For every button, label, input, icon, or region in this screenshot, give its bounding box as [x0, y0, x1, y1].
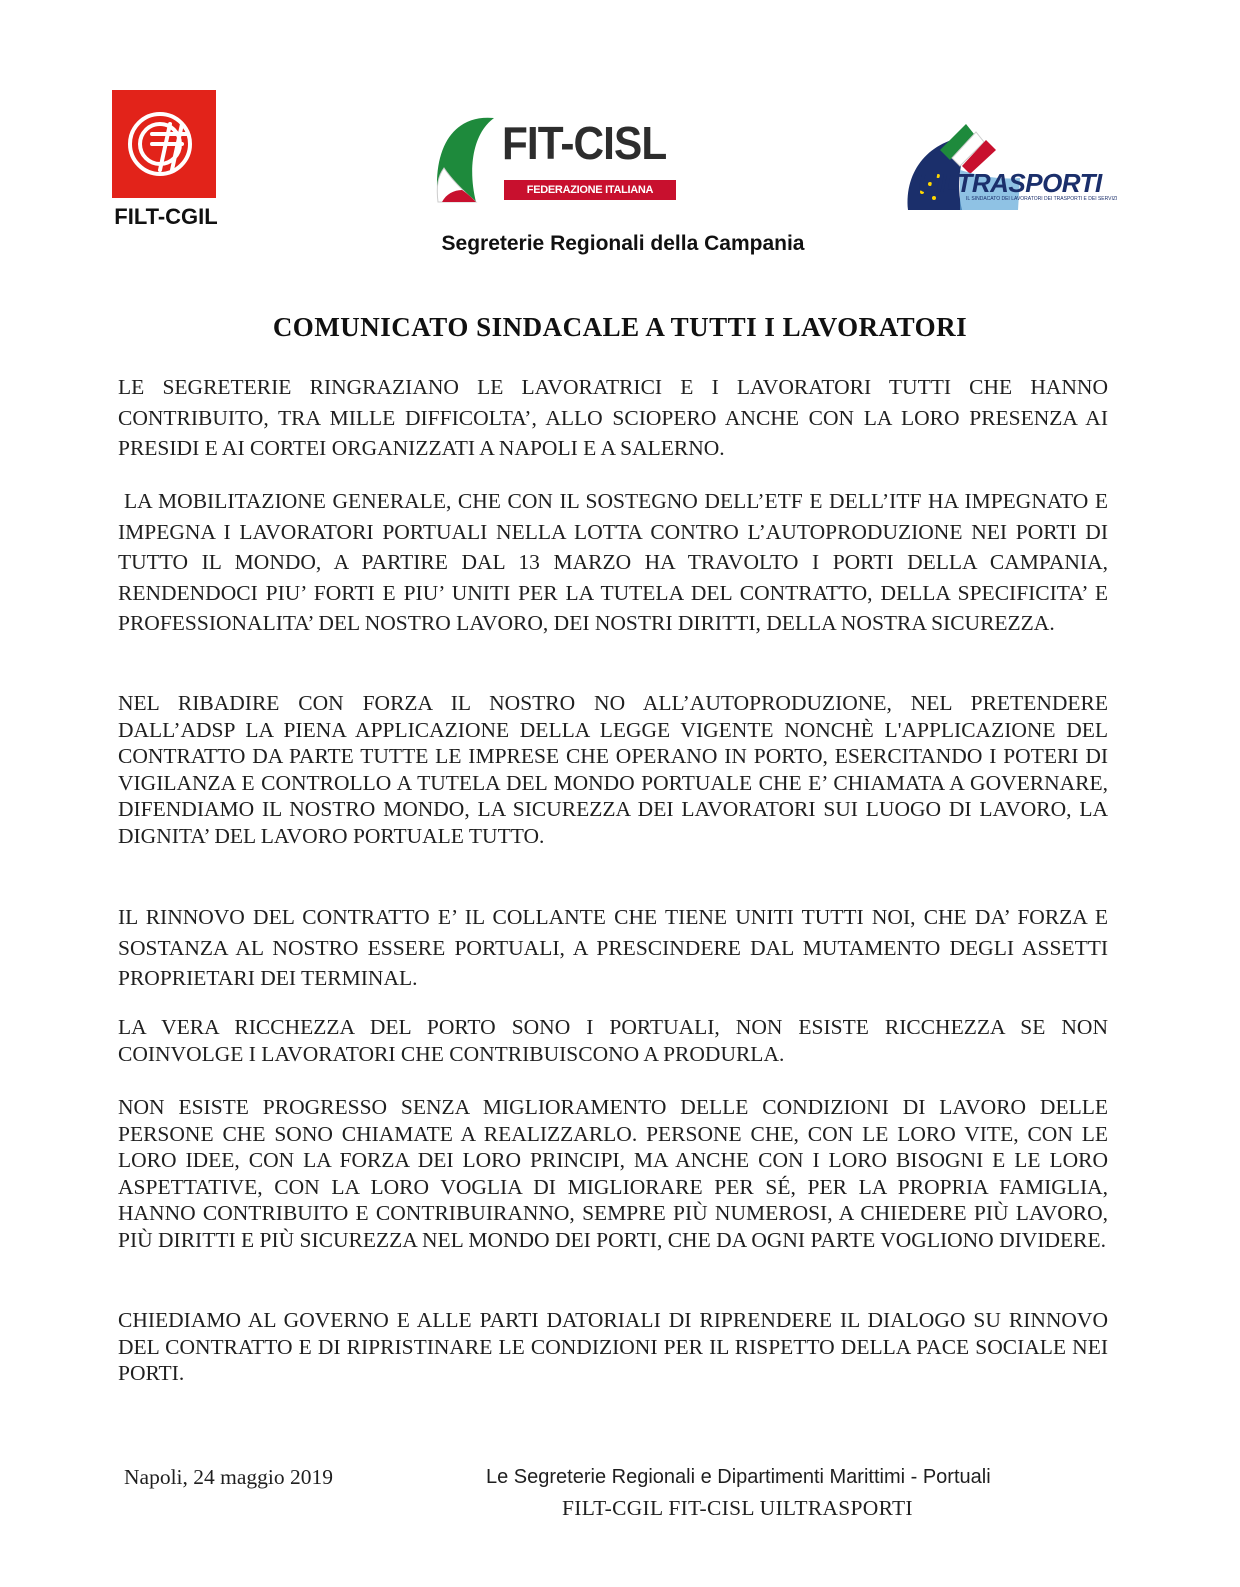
paragraph-1: LE SEGRETERIE RINGRAZIANO LE LAVORATRICI E I LAVORATORI TUTTI CHE HANNO CONTRIBUITO, TRA MILLE DIFFICOLTA’, ALLO SCIOPERO ANCHE CON LA LORO PRESENZA AI PRESIDI E AI CORTEI ORGANIZZATI A NAPOLI E A SALERNO. [118, 375, 1108, 460]
uiltrasporti-logo-tagline: IL SINDACATO DEI LAVORATORI DEI TRASPORTI E DEI SERVIZI [966, 196, 1118, 202]
fit-cisl-flag-icon [432, 110, 502, 206]
paragraph-2: LA MOBILITAZIONE GENERALE, CHE CON IL SOSTEGNO DELL’ETF E DELL’ITF HA IMPEGNATO E IMPEGNA I LAVORATORI PORTUALI NELLA LOTTA CONTRO L’AUTOPRODUZIONE NEI PORTI DI TUTTO IL MONDO, A PARTIRE DAL 13 MARZO HA TRAVOLTO I PORTI DELLA CAMPANIA, RENDENDOCI PIU’ FORTI E PIU’ UNITI PER LA TUTELA DEL CONTRATTO, DELLA SPECIFICITA’ E PROFESSIONALITA’ DEL NOSTRO LAVORO, DEI NOSTRI DIRITTI, DELLA NOSTRA SICUREZZA. [118, 489, 1108, 635]
uiltrasporti-logo-text: UILTRASPORTI [918, 168, 1102, 198]
signature-line-2: FILT-CGIL FIT-CISL UILTRASPORTI [562, 1496, 913, 1520]
header-subtitle: Segreterie Regionali della Campania [441, 232, 805, 255]
paragraph-5: LA VERA RICCHEZZA DEL PORTO SONO I PORTUALI, NON ESISTE RICCHEZZA SE NON COINVOLGE I LAVORATORI CHE CONTRIBUISCONO A PRODURLA. [118, 1015, 1108, 1066]
fit-cisl-logo-subtitle: FEDERAZIONE ITALIANA TRASPORTI [504, 180, 676, 200]
fit-cisl-logo [432, 110, 682, 216]
paragraph-4: IL RINNOVO DEL CONTRATTO E’ IL COLLANTE CHE TIENE UNITI TUTTI NOI, CHE DA’ FORZA E SOSTANZA AL NOSTRO ESSERE PORTUALI, A PRESCINDERE DAL MUTAMENTO DEGLI ASSETTI PROPRIETARI DEI TERMINAL. [118, 905, 1108, 990]
signature-line-1: Le Segreterie Regionali e Dipartimenti Marittimi - Portuali [486, 1466, 991, 1488]
fit-cisl-logo-text: FIT-CISL [502, 117, 667, 169]
place-date: Napoli, 24 maggio 2019 [124, 1465, 334, 1489]
uiltrasporti-logo [900, 120, 1130, 216]
document-title: COMUNICATO SINDACALE A TUTTI I LAVORATORI [272, 312, 968, 342]
paragraph-6: NON ESISTE PROGRESSO SENZA MIGLIORAMENTO DELLE CONDIZIONI DI LAVORO DELLE PERSONE CHE SONO CHIAMATE A REALIZZARLO. PERSONE CHE, CON LE LORO VITE, CON LE LORO IDEE, CON LA FORZA DEI LORO PRINCIPI, MA ANCHE CON I LORO BISOGNI E LE LORO ASPETTATIVE, CON LA LORO VOGLIA DI MIGLIORARE PER SÉ, PER LA PROPRIA FAMIGLIA, HANNO CONTRIBUITO E CONTRIBUIRANNO, SEMPRE PIÙ NUMEROSI, A CHIEDERE PIÙ LAVORO, PIÙ DIRITTI E PIÙ SICUREZZA NEL MONDO DEI PORTI, CHE DA OGNI PARTE VOGLIONO DIVIDERE. [118, 1095, 1108, 1252]
filt-cgil-logo [108, 90, 224, 240]
paragraph-3: NEL RIBADIRE CON FORZA IL NOSTRO NO ALL’AUTOPRODUZIONE, NEL PRETENDERE DALL’ADSP LA PIENA APPLICAZIONE DELLA LEGGE VIGENTE NONCHÈ L'APPLICAZIONE DEL CONTRATTO DA PARTE TUTTE LE IMPRESE CHE OPERANO IN PORTO, ESERCITANDO I POTERI DI VIGILANZA E CONTROLLO A TUTELA DEL MONDO PORTUALE CHE E’ CHIAMATA A GOVERNARE, DIFENDIAMO IL NOSTRO MONDO, LA SICUREZZA DEI LAVORATORI SUI LUOGO DI LAVORO, LA DIGNITA’ DEL LAVORO PORTUALE TUTTO. [118, 691, 1108, 848]
filt-cgil-emblem-icon [112, 90, 216, 198]
paragraph-7: CHIEDIAMO AL GOVERNO E ALLE PARTI DATORIALI DI RIPRENDERE IL DIALOGO SU RINNOVO DEL CONTRATTO E DI RIPRISTINARE LE CONDIZIONI PER IL RISPETTO DELLA PACE SOCIALE NEI PORTI. [118, 1308, 1108, 1385]
filt-cgil-logo-text: FILT-CGIL [114, 204, 218, 229]
